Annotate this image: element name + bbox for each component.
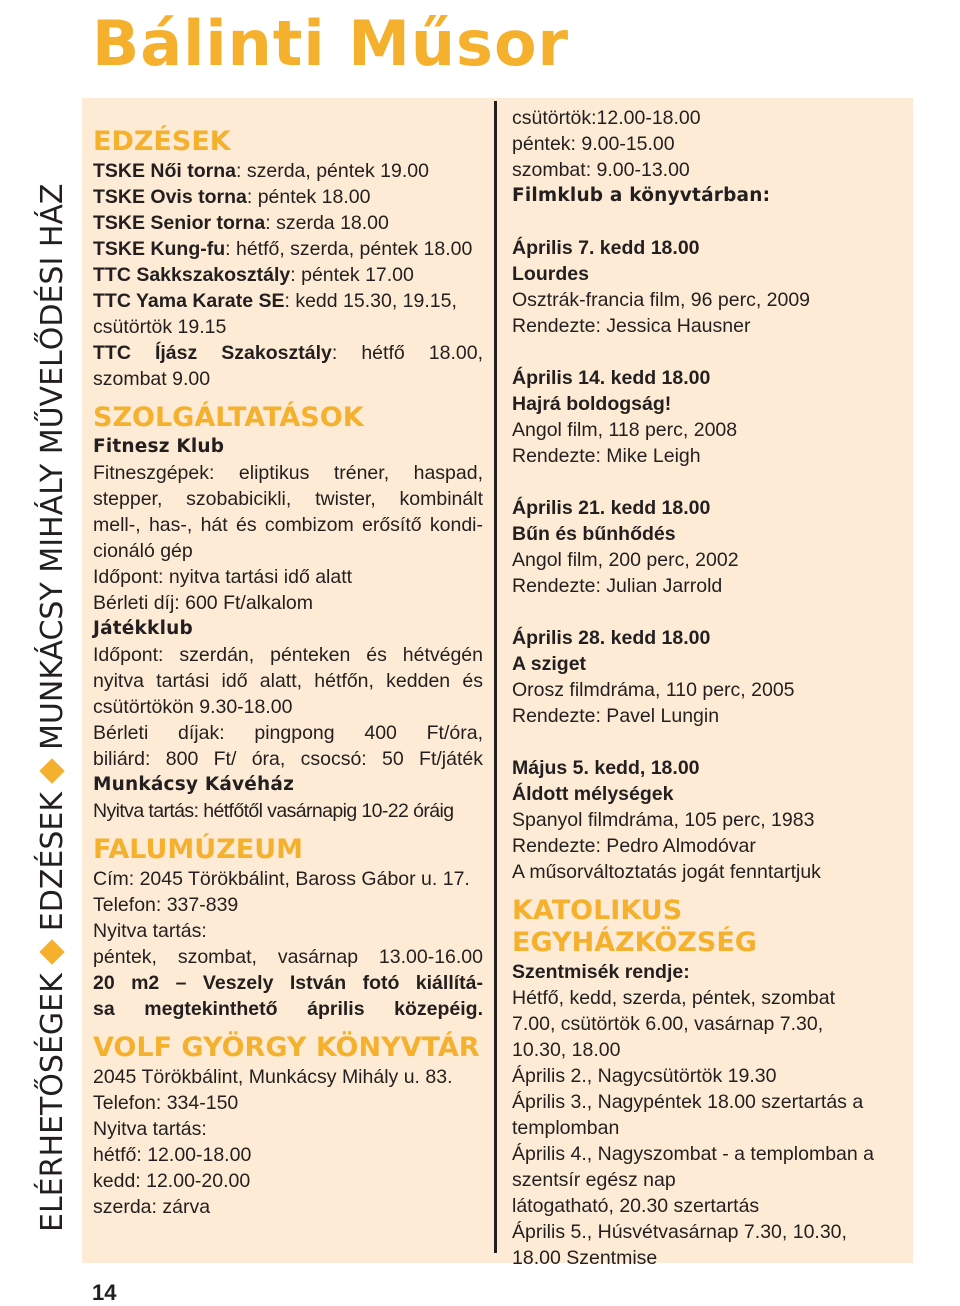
text-line: Bérleti díj: 600 Ft/alkalom: [93, 592, 314, 614]
training-line: csütörtök 19.15: [93, 316, 227, 338]
page-title: Bálinti Műsor: [92, 7, 570, 80]
mass-line: Április 2., Nagycsütörtök 19.30: [512, 1065, 777, 1087]
film-date: Április 14. kedd 18.00: [512, 367, 711, 389]
text-line: Időpont: szerdán, pénteken és hétvégén: [93, 644, 483, 666]
film-title: Áldott mélységek: [512, 783, 674, 805]
subheading-filmklub: Filmklub a könyvtárban:: [512, 185, 771, 206]
film-title: Hajrá boldogság!: [512, 393, 672, 415]
text-line: mell-, has-, hát és combizom erősítő kondi-: [93, 514, 483, 536]
mass-line: látogatható, 20.30 szertartás: [512, 1195, 760, 1217]
side-label-contacts: ELÉRHETŐSÉGEK: [34, 973, 70, 1232]
film-date: Május 5. kedd, 18.00: [512, 757, 700, 779]
training-line: TSKE Női torna: szerda, péntek 19.00: [93, 160, 429, 182]
section-heading-edzesek: EDZÉSEK: [93, 126, 231, 157]
page-number: 14: [92, 1280, 117, 1305]
film-title: Bűn és bűnhődés: [512, 523, 676, 545]
text-line: Nyitva tartás: hétfőtől vasárnapig 10-22 óráig: [93, 800, 454, 822]
film-title: Lourdes: [512, 263, 589, 285]
film-director: Rendezte: Pedro Almodóvar: [512, 835, 756, 857]
text-line: csütörtökön 9.30-18.00: [93, 696, 293, 718]
training-line: TSKE Kung-fu: hétfő, szerda, péntek 18.00: [93, 238, 473, 260]
text-line: szombat: 9.00-13.00: [512, 159, 690, 181]
training-line: TSKE Ovis torna: péntek 18.00: [93, 186, 371, 208]
subheading-jatekklub: Játékklub: [93, 618, 193, 639]
text-line: 20 m2 – Veszely István fotó kiállítá-: [93, 972, 483, 994]
subheading-kavehaz: Munkácsy Kávéház: [93, 774, 295, 795]
text-line: sa megtekinthető április közepéig.: [93, 998, 483, 1020]
text-line: csütörtök:12.00-18.00: [512, 107, 701, 129]
film-date: Április 7. kedd 18.00: [512, 237, 700, 259]
text-line: Nyitva tartás:: [93, 920, 207, 942]
film-date: Április 28. kedd 18.00: [512, 627, 711, 649]
mass-line: Hétfő, kedd, szerda, péntek, szombat: [512, 987, 836, 1009]
film-entry: [512, 365, 897, 469]
film-director: Rendezte: Julian Jarrold: [512, 575, 723, 597]
text-line: stepper, szobabicikli, twister, kombinált: [93, 488, 483, 510]
text-line: Nyitva tartás:: [93, 1118, 207, 1140]
mass-line: 7.00, csütörtök 6.00, vasárnap 7.30,: [512, 1013, 824, 1035]
film-director: Rendezte: Pavel Lungin: [512, 705, 720, 727]
training-line: TSKE Senior torna: szerda 18.00: [93, 212, 389, 234]
right-column: [512, 105, 897, 1271]
film-info: Spanyol filmdráma, 105 perc, 1983: [512, 809, 815, 831]
film-entry: [512, 625, 897, 729]
text-line: nyitva tartási idő alatt, hétfőn, kedden és: [93, 670, 483, 692]
mass-line: 10.30, 18.00: [512, 1039, 621, 1061]
diamond-icon: [39, 939, 64, 964]
side-label-trainings: EDZÉSEK: [34, 791, 70, 932]
section-heading-szolgaltatasok: SZOLGÁLTATÁSOK: [93, 402, 364, 433]
film-entry: [512, 495, 897, 599]
film-entry: [512, 755, 897, 859]
film-info: Osztrák-francia film, 96 perc, 2009: [512, 289, 811, 311]
mass-subtitle: Szentmisék rendje:: [512, 961, 690, 983]
training-line: TTC Yama Karate SE: kedd 15.30, 19.15,: [93, 290, 457, 312]
film-title: A sziget: [512, 653, 587, 675]
diamond-icon: [39, 758, 64, 783]
text-line: kedd: 12.00-20.00: [93, 1170, 251, 1192]
film-info: Angol film, 200 perc, 2002: [512, 549, 739, 571]
section-heading-konyvtar: VOLF GYÖRGY KÖNYVTÁR: [93, 1032, 480, 1063]
text-line: Fitneszgépek: eliptikus tréner, haspad,: [93, 462, 483, 484]
mass-line: Április 5., Húsvétvasárnap 7.30, 10.30,: [512, 1221, 847, 1243]
section-heading-falumuzeum: FALUMÚZEUM: [93, 834, 304, 865]
mass-line: templomban: [512, 1117, 620, 1139]
text-line: Telefon: 334-150: [93, 1092, 239, 1114]
side-label-house: MUNKÁCSY MIHÁLY MŰVELŐDÉSI HÁZ: [34, 183, 70, 750]
mass-line: szentsír egész nap: [512, 1169, 676, 1191]
mass-line: Április 4., Nagyszombat - a templomban a: [512, 1143, 874, 1165]
side-label: [28, 122, 76, 1232]
text-line: biliárd: 800 Ft/ óra, csocsó: 50 Ft/játék: [93, 748, 483, 770]
text-line: hétfő: 12.00-18.00: [93, 1144, 252, 1166]
text-line: Bérleti díjak: pingpong 400 Ft/óra,: [93, 722, 483, 744]
film-director: Rendezte: Jessica Hausner: [512, 315, 751, 337]
text-line: péntek: 9.00-15.00: [512, 133, 675, 155]
text-line: 2045 Törökbálint, Munkácsy Mihály u. 83.: [93, 1066, 453, 1088]
text-line: szerda: zárva: [93, 1196, 211, 1218]
text-line: Cím: 2045 Törökbálint, Baross Gábor u. 17.: [93, 868, 470, 890]
film-info: Orosz filmdráma, 110 perc, 2005: [512, 679, 795, 701]
film-date: Április 21. kedd 18.00: [512, 497, 711, 519]
film-entry: [512, 235, 897, 339]
training-line: TTC Sakkszakosztály: péntek 17.00: [93, 264, 414, 286]
section-heading-katolikus: KATOLIKUS EGYHÁZKÖZSÉG: [512, 895, 757, 958]
film-note: A műsorváltoztatás jogát fenntartjuk: [512, 861, 821, 883]
text-line: cionáló gép: [93, 540, 193, 562]
text-line: Időpont: nyitva tartási idő alatt: [93, 566, 353, 588]
left-column: [93, 126, 483, 1220]
training-line: szombat 9.00: [93, 368, 211, 390]
text-line: Telefon: 337-839: [93, 894, 239, 916]
training-line: TTC Íjász Szakosztály: hétfő 18.00,: [93, 342, 483, 364]
mass-line: Április 3., Nagypéntek 18.00 szertartás a: [512, 1091, 864, 1113]
film-info: Angol film, 118 perc, 2008: [512, 419, 738, 441]
film-director: Rendezte: Mike Leigh: [512, 445, 701, 467]
column-divider: [494, 101, 497, 1253]
mass-line: 18.00 Szentmise: [512, 1247, 658, 1269]
text-line: péntek, szombat, vasárnap 13.00-16.00: [93, 946, 483, 968]
subheading-fitnesz: Fitnesz Klub: [93, 436, 225, 457]
